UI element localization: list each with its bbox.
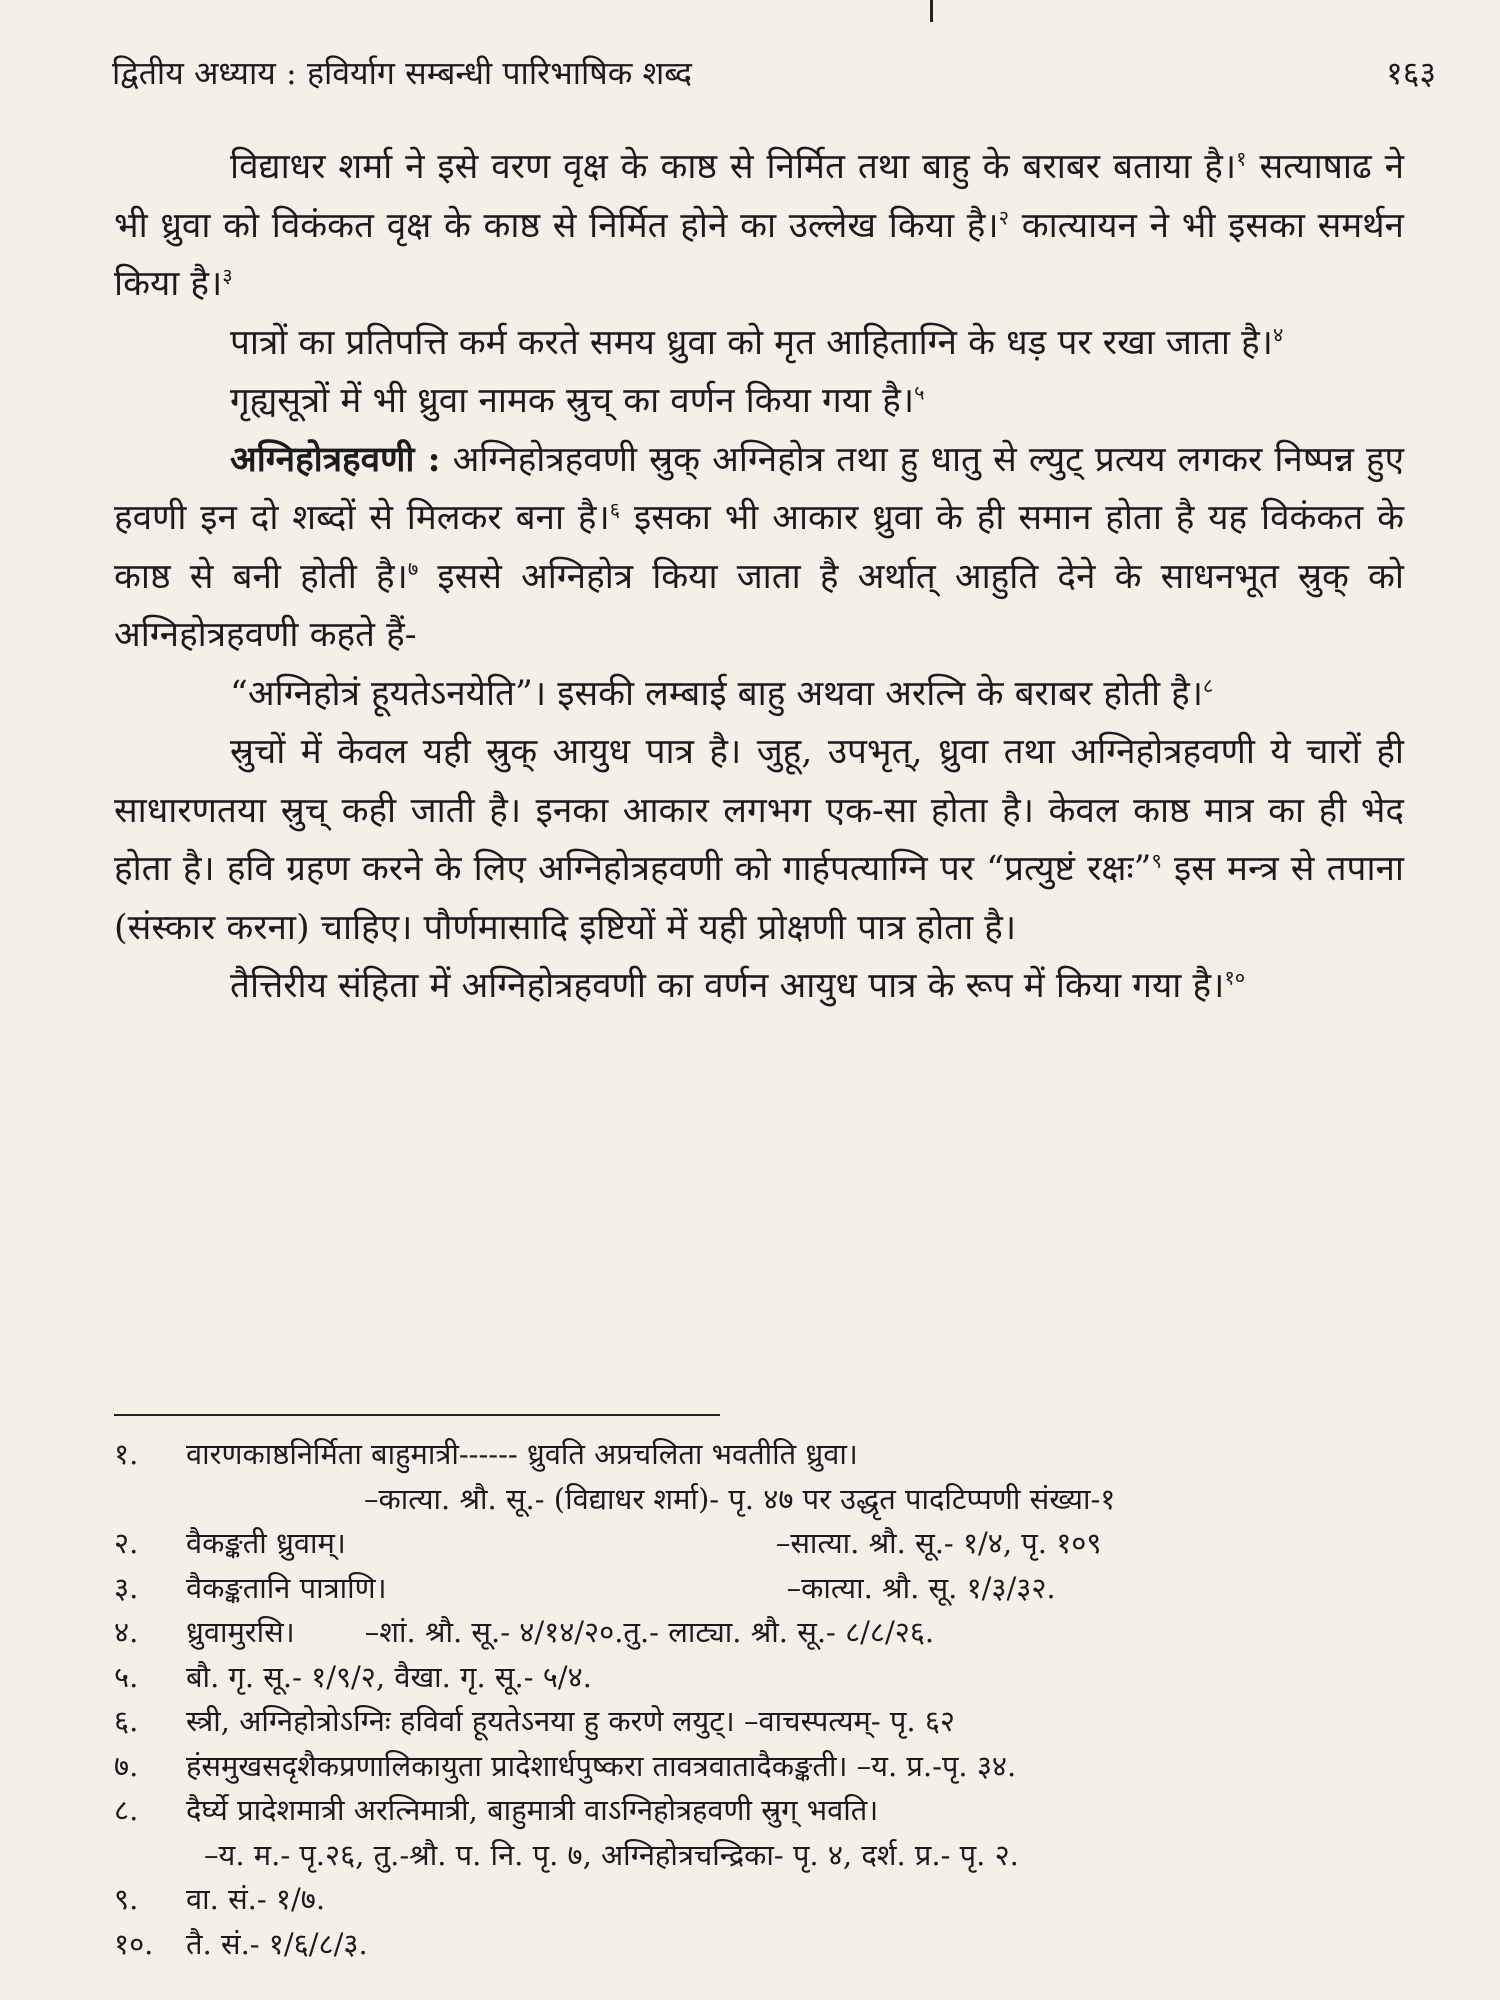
footnote-ref-1: १ xyxy=(1236,146,1247,171)
footnote-ref-6: ६ xyxy=(609,497,621,522)
paragraph-7: तैत्तिरीय संहिता में अग्निहोत्रहवणी का वर्णन आयुध पात्र के रूप में किया गया है।$^{१०}$ xyxy=(230,965,1246,1006)
footnote-8-source: –य. म.- पृ.२६, तु.-श्रौ. प. नि. पृ. ७, अग्निहोत्रचन्द्रिका- पृ. ४, दर्श. प्र.- पृ. २. xyxy=(204,1837,1019,1872)
paragraph-2: पात्रों का प्रतिपत्ति कर्म करते समय ध्रुवा को मृत आहिताग्नि के धड़ पर रखा जाता है।$^४$ xyxy=(230,321,1284,363)
footnote-3: ३. वैकङ्कतानि पात्राणि। –कात्या. श्रौ. सू. १/३/३२. xyxy=(114,1570,1056,1605)
paragraph-4: अग्निहोत्रहवणी : अग्निहोत्रहवणी स्रुक् अग्निहोत्र तथा हु धातु से ल्युट् प्रत्यय लगकर निष्पन्न हुए हवणी इन दो शब्दों से मिलकर बना है।$^६$ इसका भी आकार ध्रुवा के ही समान होता है यह विकंकत के काष्ठ से बनी होती है।$^७$ इससे अग्निहोत्र किया जाता है अर्थात् आहुति देने के साधनभूत स्रुक् को अग्निहोत्रहवणी कहते हैं- xyxy=(114,438,1404,655)
footnote-7: ७. हंसमुखसदृशैकप्रणालिकायुता प्रादेशार्धपुष्करा तावत्रवातादैकङ्कती। –य. प्र.-पृ. ३४. xyxy=(114,1748,1017,1783)
footnote-6: ६. स्त्री, अग्निहोत्रोऽग्निः हविर्वा हूयतेऽनया हु करणे लयुट्। –वाचस्पत्यम्- पृ. ६२ xyxy=(114,1704,955,1738)
paragraph-6: स्रुचों में केवल यही स्रुक् आयुध पात्र है। जुहू, उपभृत्, ध्रुवा तथा अग्निहोत्रहवणी ये चारों ही साधारणतया स्रुच् कही जाती है। इनका आकार लगभग एक-सा होता है। केवल काष्ठ मात्र का ही भेद होता है। हवि ग्रहण करने के लिए अग्निहोत्रहवणी को गार्हपत्याग्नि पर “प्रत्युष्टं रक्षः”$^९$ इस मन्त्र से तपाना (संस्कार करना) चाहिए। पौर्णमासादि इष्टियों में यही प्रोक्षणी पात्र होता है। xyxy=(114,732,1404,948)
running-header xyxy=(112,48,1436,98)
page-number: १६३ xyxy=(1386,54,1436,92)
term-heading: अग्निहोत्रहवणी : xyxy=(230,438,441,480)
paragraph-3: गृह्यसूत्रों में भी ध्रुवा नामक स्रुच् का वर्णन किया गया है।$^५$ xyxy=(230,380,925,421)
footnote-ref-5: ५ xyxy=(914,380,925,405)
footnote-ref-4: ४ xyxy=(1272,321,1284,346)
footnote-ref-10: १० xyxy=(1224,965,1246,990)
footnotes xyxy=(114,1432,1404,1966)
footnote-8: ८. दैर्घ्ये प्रादेशमात्री अरत्निमात्री, बाहुमात्री वाऽग्निहोत्रहवणी स्रुग् भवति। xyxy=(114,1793,879,1827)
paragraph-5: “अग्निहोत्रं हूयतेऽनयेति”। इसकी लम्बाई बाहु अथवा अरत्नि के बराबर होती है।$^८$ xyxy=(230,672,1214,714)
footnote-4: ४. ध्रुवामुरसि। –शां. श्रौ. सू.- ४/१४/२०.तु.- लाट्या. श्रौ. सू.- ८/८/२६. xyxy=(114,1615,935,1649)
footnote-ref-8: ८ xyxy=(1203,672,1214,697)
main-text xyxy=(114,138,1404,1016)
paragraph-1: विद्याधर शर्मा ने इसे वरण वृक्ष के काष्ठ से निर्मित तथा बाहु के बराबर बताया है।$^१$ सत्याषाढ ने भी ध्रुवा को विकंकत वृक्ष के काष्ठ से निर्मित होने का उल्लेख किया है।$^२$ कात्यायन ने भी इसका समर्थन किया है।$^३$ xyxy=(114,146,1405,304)
page-edge-mark xyxy=(930,0,933,22)
footnote-1: १. वारणकाष्ठनिर्मिता बाहुमात्री------ ध्रुवति अप्रचलिता भवतीति ध्रुवा। xyxy=(114,1437,858,1471)
footnote-10: १०. तै. सं.- १/६/८/३. xyxy=(114,1926,368,1961)
footnote-ref-2: २ xyxy=(998,204,1010,229)
footnote-2: २. वैकङ्कती ध्रुवाम्। –सात्या. श्रौ. सू.- १/४, पृ. १०९ xyxy=(114,1526,1102,1560)
footnote-divider xyxy=(114,1414,720,1416)
footnote-ref-9: ९ xyxy=(1151,848,1162,873)
footnote-ref-3: ३ xyxy=(222,263,233,288)
footnote-ref-7: ७ xyxy=(407,555,419,580)
chapter-title: द्वितीय अध्याय : हविर्याग सम्बन्धी पारिभाषिक शब्द xyxy=(112,54,692,92)
footnote-9: ९. वा. सं.- १/७. xyxy=(114,1882,326,1916)
footnote-1-source: –कात्या. श्रौ. सू.- (विद्याधर शर्मा)- पृ. ४७ पर उद्धृत पादटिप्पणी संख्या-१ xyxy=(364,1481,1116,1516)
footnote-5: ५. बौ. गृ. सू.- १/९/२, वैखा. गृ. सू.- ५/४. xyxy=(114,1659,592,1694)
